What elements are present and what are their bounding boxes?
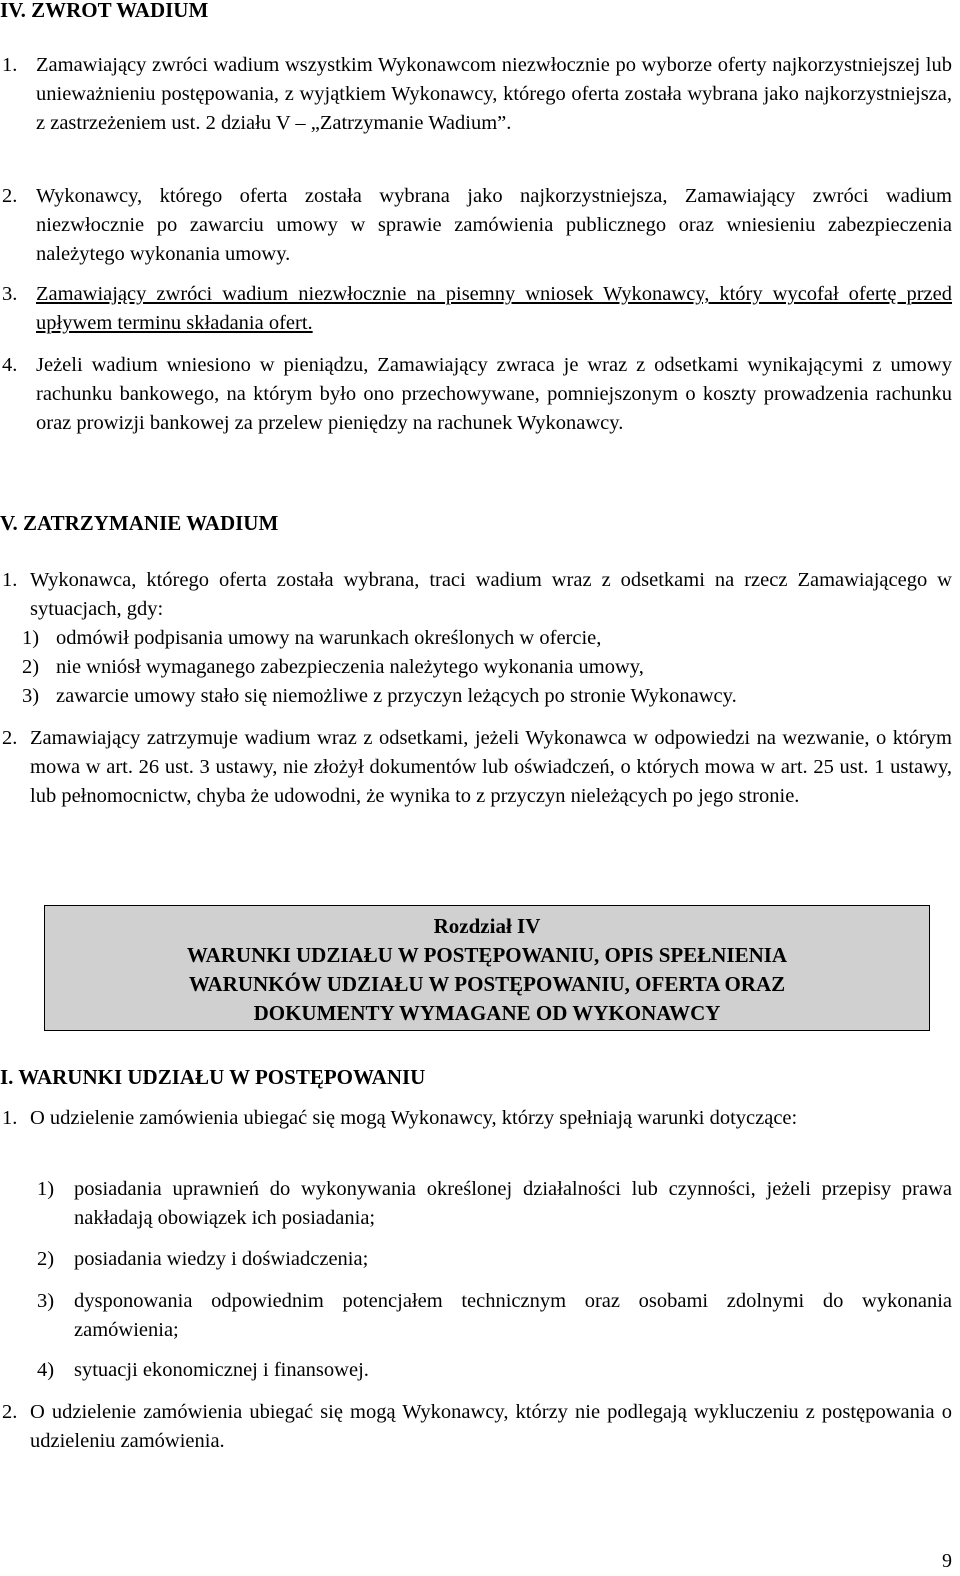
paragraph-number: 1. bbox=[2, 1107, 18, 1129]
list-item-text: zawarcie umowy stało się niemożliwe z przyczyn leżących po stronie Wykonawcy. bbox=[56, 685, 737, 707]
section-v-paragraph-1 bbox=[2, 566, 952, 624]
list-item bbox=[37, 1175, 952, 1233]
paragraph-text: Zamawiający zatrzymuje wadium wraz z odsetkami, jeżeli Wykonawca w odpowiedzi na wezwanie, o którym mowa w art. 26 ust. 3 ustawy, nie złożył dokumentów lub oświadczeń, o których mowa w art. 25 ust. 1 ustawy, lub pełnomocnictw, chyba że udowodni, że wynika to z przyczyn nieleżących po jego stronie. bbox=[30, 727, 952, 807]
list-item-text: posiadania uprawnień do wykonywania określonej działalności lub czynności, jeżeli przepisy prawa nakładają obowiązek ich posiadania; bbox=[74, 1178, 952, 1229]
section-iv-paragraph-1 bbox=[2, 51, 952, 138]
paragraph-number: 3. bbox=[2, 283, 18, 305]
section-iv-heading: IV. ZWROT WADIUM bbox=[0, 0, 209, 22]
list-item-number: 2) bbox=[37, 1248, 55, 1270]
list-item-number: 3) bbox=[37, 1290, 55, 1312]
chapter-title-line: WARUNKÓW UDZIAŁU W POSTĘPOWANIU, OFERTA ORAZ bbox=[188, 972, 786, 996]
paragraph-number: 2. bbox=[2, 185, 18, 207]
list-item-text: posiadania wiedzy i doświadczenia; bbox=[74, 1248, 369, 1270]
paragraph-text: Zamawiający zwróci wadium niezwłocznie na pisemny wniosek Wykonawcy, który wycofał ofertę przed upływem terminu składania ofert. bbox=[36, 283, 952, 334]
list-item bbox=[37, 1356, 952, 1385]
paragraph-number: 1. bbox=[2, 54, 18, 76]
list-item-number: 4) bbox=[37, 1359, 55, 1381]
section-v-heading: V. ZATRZYMANIE WADIUM bbox=[0, 511, 279, 535]
list-item-text: odmówił podpisania umowy na warunkach określonych w ofercie, bbox=[56, 627, 602, 649]
section-iv-paragraph-2 bbox=[2, 182, 952, 269]
chapter-title-box bbox=[44, 905, 930, 1031]
section-iv-paragraph-4 bbox=[2, 351, 952, 438]
paragraph-number: 4. bbox=[2, 354, 18, 376]
list-item-text: dysponowania odpowiednim potencjałem technicznym oraz osobami zdolnymi do wykonania zamówienia; bbox=[74, 1290, 952, 1341]
paragraph-number: 1. bbox=[2, 569, 18, 591]
list-item bbox=[22, 653, 952, 682]
list-item-number: 1) bbox=[22, 627, 40, 649]
list-item-text: sytuacji ekonomicznej i finansowej. bbox=[74, 1359, 369, 1381]
section-i-paragraph-2 bbox=[2, 1398, 952, 1456]
list-item-text: nie wniósł wymaganego zabezpieczenia należytego wykonania umowy, bbox=[56, 656, 644, 678]
chapter-title-line: DOKUMENTY WYMAGANE OD WYKONAWCY bbox=[253, 1001, 721, 1025]
list-item bbox=[37, 1245, 952, 1274]
paragraph-text: O udzielenie zamówienia ubiegać się mogą Wykonawcy, którzy nie podlegają wykluczeniu z postępowania o udzieleniu zamówienia. bbox=[30, 1401, 952, 1452]
list-item bbox=[37, 1287, 952, 1345]
list-item-number: 1) bbox=[37, 1178, 55, 1200]
list-item-number: 2) bbox=[22, 656, 40, 678]
section-i-heading: I. WARUNKI UDZIAŁU W POSTĘPOWANIU bbox=[0, 1065, 426, 1089]
paragraph-text: Jeżeli wadium wniesiono w pieniądzu, Zamawiający zwraca je wraz z odsetkami wynikającymi z umowy rachunku bankowego, na którym było ono przechowywane, pomniejszonym o koszty prowadzenia rachunku oraz prowizji bankowej za przelew pieniędzy na rachunek Wykonawcy. bbox=[36, 354, 952, 434]
chapter-title-line: WARUNKI UDZIAŁU W POSTĘPOWANIU, OPIS SPEŁNIENIA bbox=[186, 943, 788, 967]
section-i-paragraph-1 bbox=[2, 1104, 952, 1133]
section-v-paragraph-2 bbox=[2, 724, 952, 811]
list-item-number: 3) bbox=[22, 685, 40, 707]
chapter-number: Rozdział IV bbox=[433, 914, 541, 938]
section-iv-paragraph-3 bbox=[2, 280, 952, 338]
paragraph-text: Wykonawca, którego oferta została wybrana, traci wadium wraz z odsetkami na rzecz Zamawiającego w sytuacjach, gdy: bbox=[30, 569, 952, 620]
paragraph-number: 2. bbox=[2, 727, 18, 749]
paragraph-text: O udzielenie zamówienia ubiegać się mogą Wykonawcy, którzy spełniają warunki dotyczące: bbox=[30, 1107, 798, 1129]
list-item bbox=[22, 682, 952, 711]
list-item bbox=[22, 624, 952, 653]
page-number: 9 bbox=[942, 1550, 952, 1572]
paragraph-text: Zamawiający zwróci wadium wszystkim Wykonawcom niezwłocznie po wyborze oferty najkorzystniejszej lub unieważnieniu postępowania, z wyjątkiem Wykonawcy, którego oferta została wybrana jako najkorzystniejsza, z zastrzeżeniem ust. 2 działu V – „Zatrzymanie Wadium”. bbox=[36, 54, 952, 134]
paragraph-text: Wykonawcy, którego oferta została wybrana jako najkorzystniejsza, Zamawiający zwróci wadium niezwłocznie po zawarciu umowy w sprawie zamówienia publicznego oraz wniesieniu zabezpieczenia należytego wykonania umowy. bbox=[36, 185, 952, 265]
paragraph-number: 2. bbox=[2, 1401, 18, 1423]
